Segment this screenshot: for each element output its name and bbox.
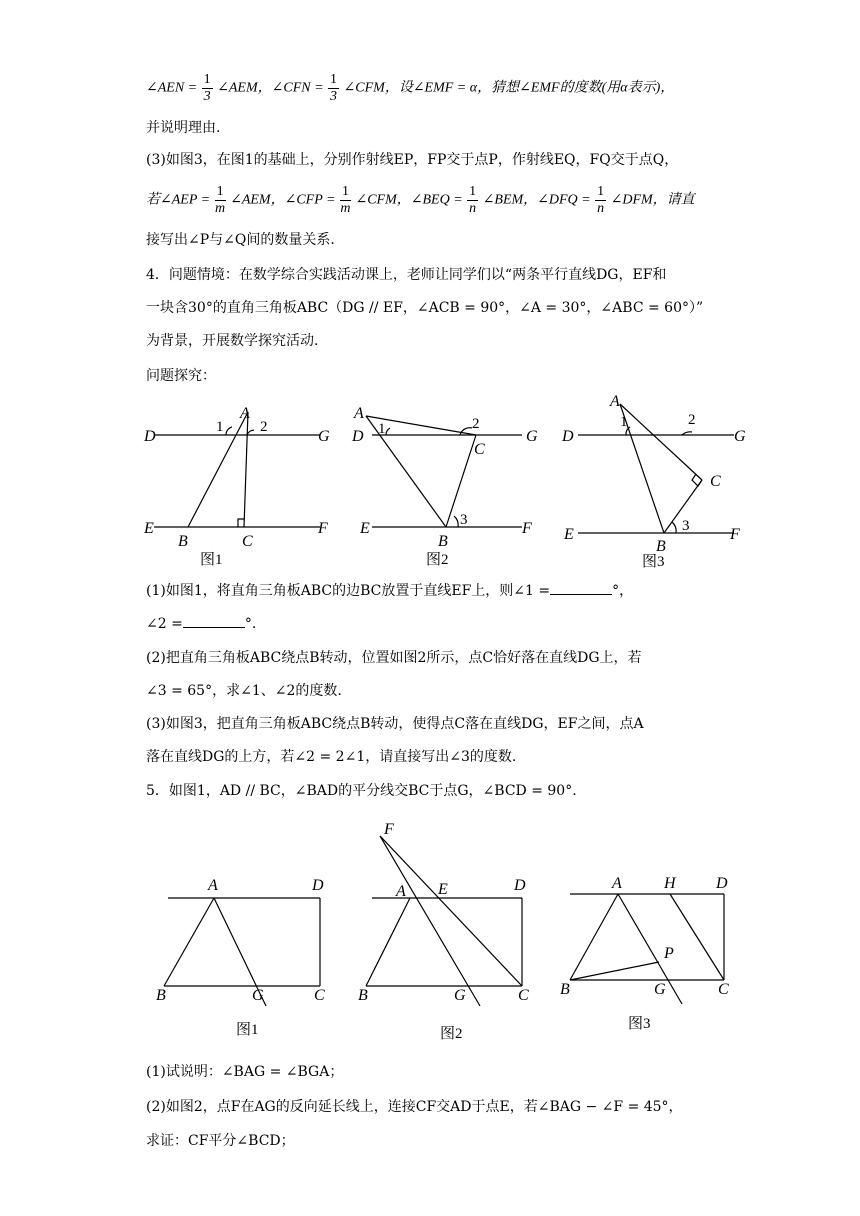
side-ab (164, 898, 214, 986)
fig-caption: 图3 (642, 554, 665, 570)
svg-text:C: C (314, 987, 325, 1004)
svg-text:P: P (664, 945, 674, 962)
q4-p1-d: °. (244, 616, 257, 632)
svg-text:A: A (240, 405, 250, 422)
svg-text:E: E (564, 526, 574, 543)
svg-text:1: 1 (378, 421, 386, 437)
svg-text:E: E (144, 520, 154, 537)
svg-text:F: F (318, 520, 328, 537)
svg-text:C: C (718, 981, 729, 998)
line-hc (670, 894, 724, 980)
svg-text:3: 3 (682, 518, 690, 534)
q3-l1-c: ∠CFM，设∠EMF = α，猜想∠EMF的度数(用α表示)， (343, 80, 675, 96)
svg-text:A: A (610, 393, 620, 410)
q3-line-3: (3)如图3，在图1的基础上，分别作射线EP，FP交于点P，作射线EQ，FQ交于点Q， (146, 152, 679, 168)
q3-l4-d: ∠BEM，∠DFQ = (482, 192, 591, 208)
svg-text:G: G (654, 981, 666, 998)
fig-caption: 图1 (200, 552, 223, 568)
svg-text:G: G (526, 428, 538, 445)
q4-part-3b: 落在直线DG的上方，若∠2 = 2∠1，请直接写出∠3的度数. (146, 749, 517, 765)
q3-l4-e: ∠DFM，请直 (610, 192, 695, 208)
q3-line-2: 并说明理由. (146, 120, 221, 136)
q4-p1-b: °， (612, 583, 634, 599)
q4-part-3: (3)如图3，把直角三角板ABC绕点B转动，使得点C落在直线DG，EF之间，点A (146, 716, 644, 732)
q3-l4-a: 若∠AEP = (146, 192, 211, 208)
q4-line-4: 问题探究： (146, 368, 216, 384)
q4-p1-c: ∠2 = (146, 616, 183, 632)
q4-figure-2 (350, 398, 550, 568)
svg-text:B: B (178, 533, 188, 550)
q3-l1-a: ∠AEN = (146, 80, 198, 96)
q3-l4-c: ∠CFM，∠BEQ = (355, 192, 463, 208)
q4-figure-1 (140, 398, 340, 568)
svg-text:G: G (318, 428, 330, 445)
svg-text:F: F (522, 520, 532, 537)
svg-text:D: D (562, 428, 574, 445)
fig-caption: 图3 (628, 1016, 651, 1032)
q3-l4-b: ∠AEM，∠CFP = (230, 192, 336, 208)
svg-text:B: B (156, 987, 166, 1004)
q5-part-1: (1)试说明：∠BAG = ∠BGA； (146, 1064, 344, 1080)
svg-text:2: 2 (472, 416, 480, 432)
q3-line-1 (146, 72, 674, 105)
svg-text:2: 2 (260, 419, 268, 435)
fraction: $\frac{1}{m}$ (215, 184, 226, 216)
svg-text:C: C (710, 473, 721, 490)
q4-figure-3 (558, 390, 758, 570)
answer-blank[interactable] (550, 580, 612, 595)
svg-text:A: A (208, 877, 218, 894)
fraction: $\frac{1}{3}$ (203, 72, 211, 104)
q4-p1-a: (1)如图1，将直角三角板ABC的边BC放置于直线EF上，则∠1 = (146, 583, 551, 599)
svg-text:E: E (438, 881, 448, 898)
side-ab (570, 894, 618, 980)
q4-part-2b: ∠3 = 65°，求∠1、∠2的度数. (146, 683, 342, 699)
q3-l1-b: ∠AEM，∠CFN = (217, 80, 324, 96)
svg-text:A: A (396, 883, 406, 900)
svg-text:A: A (354, 405, 364, 422)
q5-figure-1 (150, 870, 340, 1050)
svg-text:F: F (730, 526, 740, 543)
svg-text:D: D (716, 875, 728, 892)
svg-text:C: C (474, 441, 485, 458)
q3-line-4 (146, 184, 695, 217)
q5-figure-2 (350, 822, 540, 1052)
svg-text:G: G (734, 428, 746, 445)
svg-text:G: G (454, 987, 466, 1004)
svg-text:B: B (560, 981, 570, 998)
q4-line-2: 一块含30°的直角三角板ABC（DG // EF，∠ACB = 90°，∠A = 30°，∠ABC = 60°）” (146, 300, 704, 316)
svg-text:F: F (384, 821, 394, 838)
svg-text:A: A (612, 875, 622, 892)
q3-line-5: 接写出∠P与∠Q间的数量关系. (146, 232, 335, 248)
q4-part-1 (146, 580, 633, 601)
svg-text:1: 1 (216, 419, 224, 435)
fraction: $\frac{1}{3}$ (330, 72, 338, 104)
svg-text:D: D (514, 877, 526, 894)
q4-line-3: 为背景，开展数学探究活动. (146, 333, 319, 349)
svg-text:D: D (144, 428, 156, 445)
svg-text:1: 1 (620, 414, 628, 430)
svg-text:3: 3 (460, 512, 468, 528)
svg-text:C: C (242, 533, 253, 550)
q4-part-1b (146, 613, 256, 634)
answer-blank[interactable] (183, 613, 245, 628)
line-fc (380, 836, 522, 986)
side-ab (366, 898, 410, 986)
svg-text:D: D (312, 877, 324, 894)
q4-line-1: 4．问题情境：在数学综合实践活动课上，老师让同学们以“两条平行直线DG，EF和 (146, 267, 667, 283)
fig-caption: 图2 (426, 552, 449, 568)
fraction: $\frac{1}{n}$ (597, 184, 605, 216)
svg-text:2: 2 (688, 412, 696, 428)
q4-part-2: (2)把直角三角板ABC绕点B转动，位置如图2所示，点C恰好落在直线DG上，若 (146, 650, 642, 666)
svg-text:C: C (518, 987, 529, 1004)
svg-text:E: E (360, 520, 370, 537)
q5-part-2b: 求证：CF平分∠BCD； (146, 1133, 295, 1149)
side-ac (244, 412, 248, 527)
svg-text:B: B (656, 538, 666, 555)
svg-text:B: B (438, 533, 448, 550)
svg-text:B: B (358, 987, 368, 1004)
fraction: $\frac{1}{n}$ (469, 184, 477, 216)
svg-text:D: D (352, 428, 364, 445)
q5-figure-3 (556, 870, 746, 1040)
fraction: $\frac{1}{m}$ (340, 184, 351, 216)
fig-caption: 图2 (440, 1026, 463, 1042)
q5-line-1: 5．如图1，AD // BC，∠BAD的平分线交BC于点G，∠BCD = 90°. (146, 783, 577, 799)
line-fg (380, 836, 480, 1006)
fig-caption: 图1 (236, 1022, 259, 1038)
svg-text:G: G (252, 987, 264, 1004)
q5-part-2: (2)如图2，点F在AG的反向延长线上，连接CF交AD于点E，若∠BAG − ∠F = 45°， (146, 1099, 683, 1115)
svg-text:H: H (664, 875, 676, 892)
segment-bp (570, 962, 659, 980)
